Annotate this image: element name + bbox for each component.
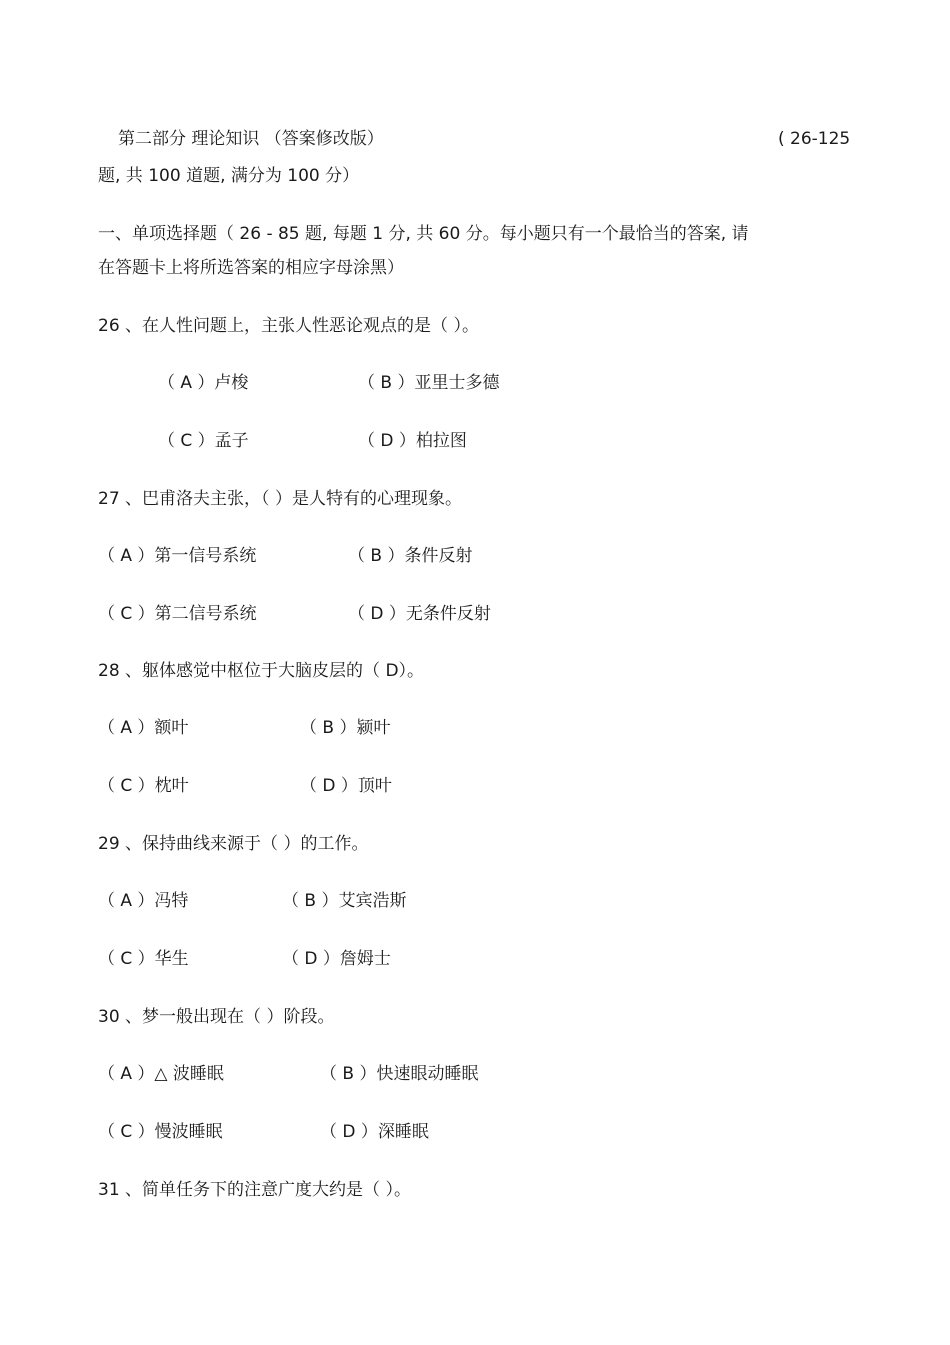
question-31-stem: 31 、简单任务下的注意广度大约是（ ）。 [98,1180,411,1200]
question-27-option-b: （ B ）条件反射 [348,546,473,566]
document-title: 第二部分 理论知识 （答案修改版） [118,129,384,149]
section-heading-line1: 一、单项选择题（ 26 - 85 题, 每题 1 分, 共 60 分。每小题只有一个最恰当的答案, 请 [98,224,749,244]
question-26-option-d: （ D ）柏拉图 [358,431,467,451]
question-30-option-d: （ D ）深睡眠 [320,1122,429,1142]
question-29-option-c: （ C ）华生 [98,949,189,969]
question-26-option-a: （ A ）卢梭 [158,373,249,393]
document-subtitle: 题, 共 100 道题, 满分为 100 分） [98,166,360,186]
question-30-option-b: （ B ）快速眼动睡眠 [320,1064,479,1084]
question-29-option-a: （ A ）冯特 [98,891,189,911]
question-28-stem: 28 、躯体感觉中枢位于大脑皮层的（ D）。 [98,661,425,681]
question-range-tail: ( 26-125 [778,129,851,149]
question-26-option-c: （ C ）孟子 [158,431,249,451]
question-27-stem: 27 、巴甫洛夫主张，（ ）是人特有的心理现象。 [98,489,462,509]
section-heading-line2: 在答题卡上将所选答案的相应字母涂黑） [98,258,404,278]
question-30-option-a: （ A ）△ 波睡眠 [98,1064,224,1084]
question-30-stem: 30 、梦一般出现在（ ）阶段。 [98,1007,335,1027]
question-28-option-c: （ C ）枕叶 [98,776,189,796]
question-29-option-d: （ D ）詹姆士 [282,949,391,969]
question-27-option-c: （ C ）第二信号系统 [98,604,257,624]
question-30-option-c: （ C ）慢波睡眠 [98,1122,223,1142]
question-28-option-b: （ B ）颍叶 [300,718,391,738]
question-27-option-a: （ A ）第一信号系统 [98,546,257,566]
question-29-option-b: （ B ）艾宾浩斯 [282,891,407,911]
question-27-option-d: （ D ）无条件反射 [348,604,491,624]
question-26-stem: 26 、在人性问题上，主张人性恶论观点的是（ ）。 [98,316,479,336]
question-28-option-a: （ A ）额叶 [98,718,189,738]
question-28-option-d: （ D ）顶叶 [300,776,392,796]
question-29-stem: 29 、保持曲线来源于（ ）的工作。 [98,834,369,854]
question-26-option-b: （ B ）亚里士多德 [358,373,500,393]
